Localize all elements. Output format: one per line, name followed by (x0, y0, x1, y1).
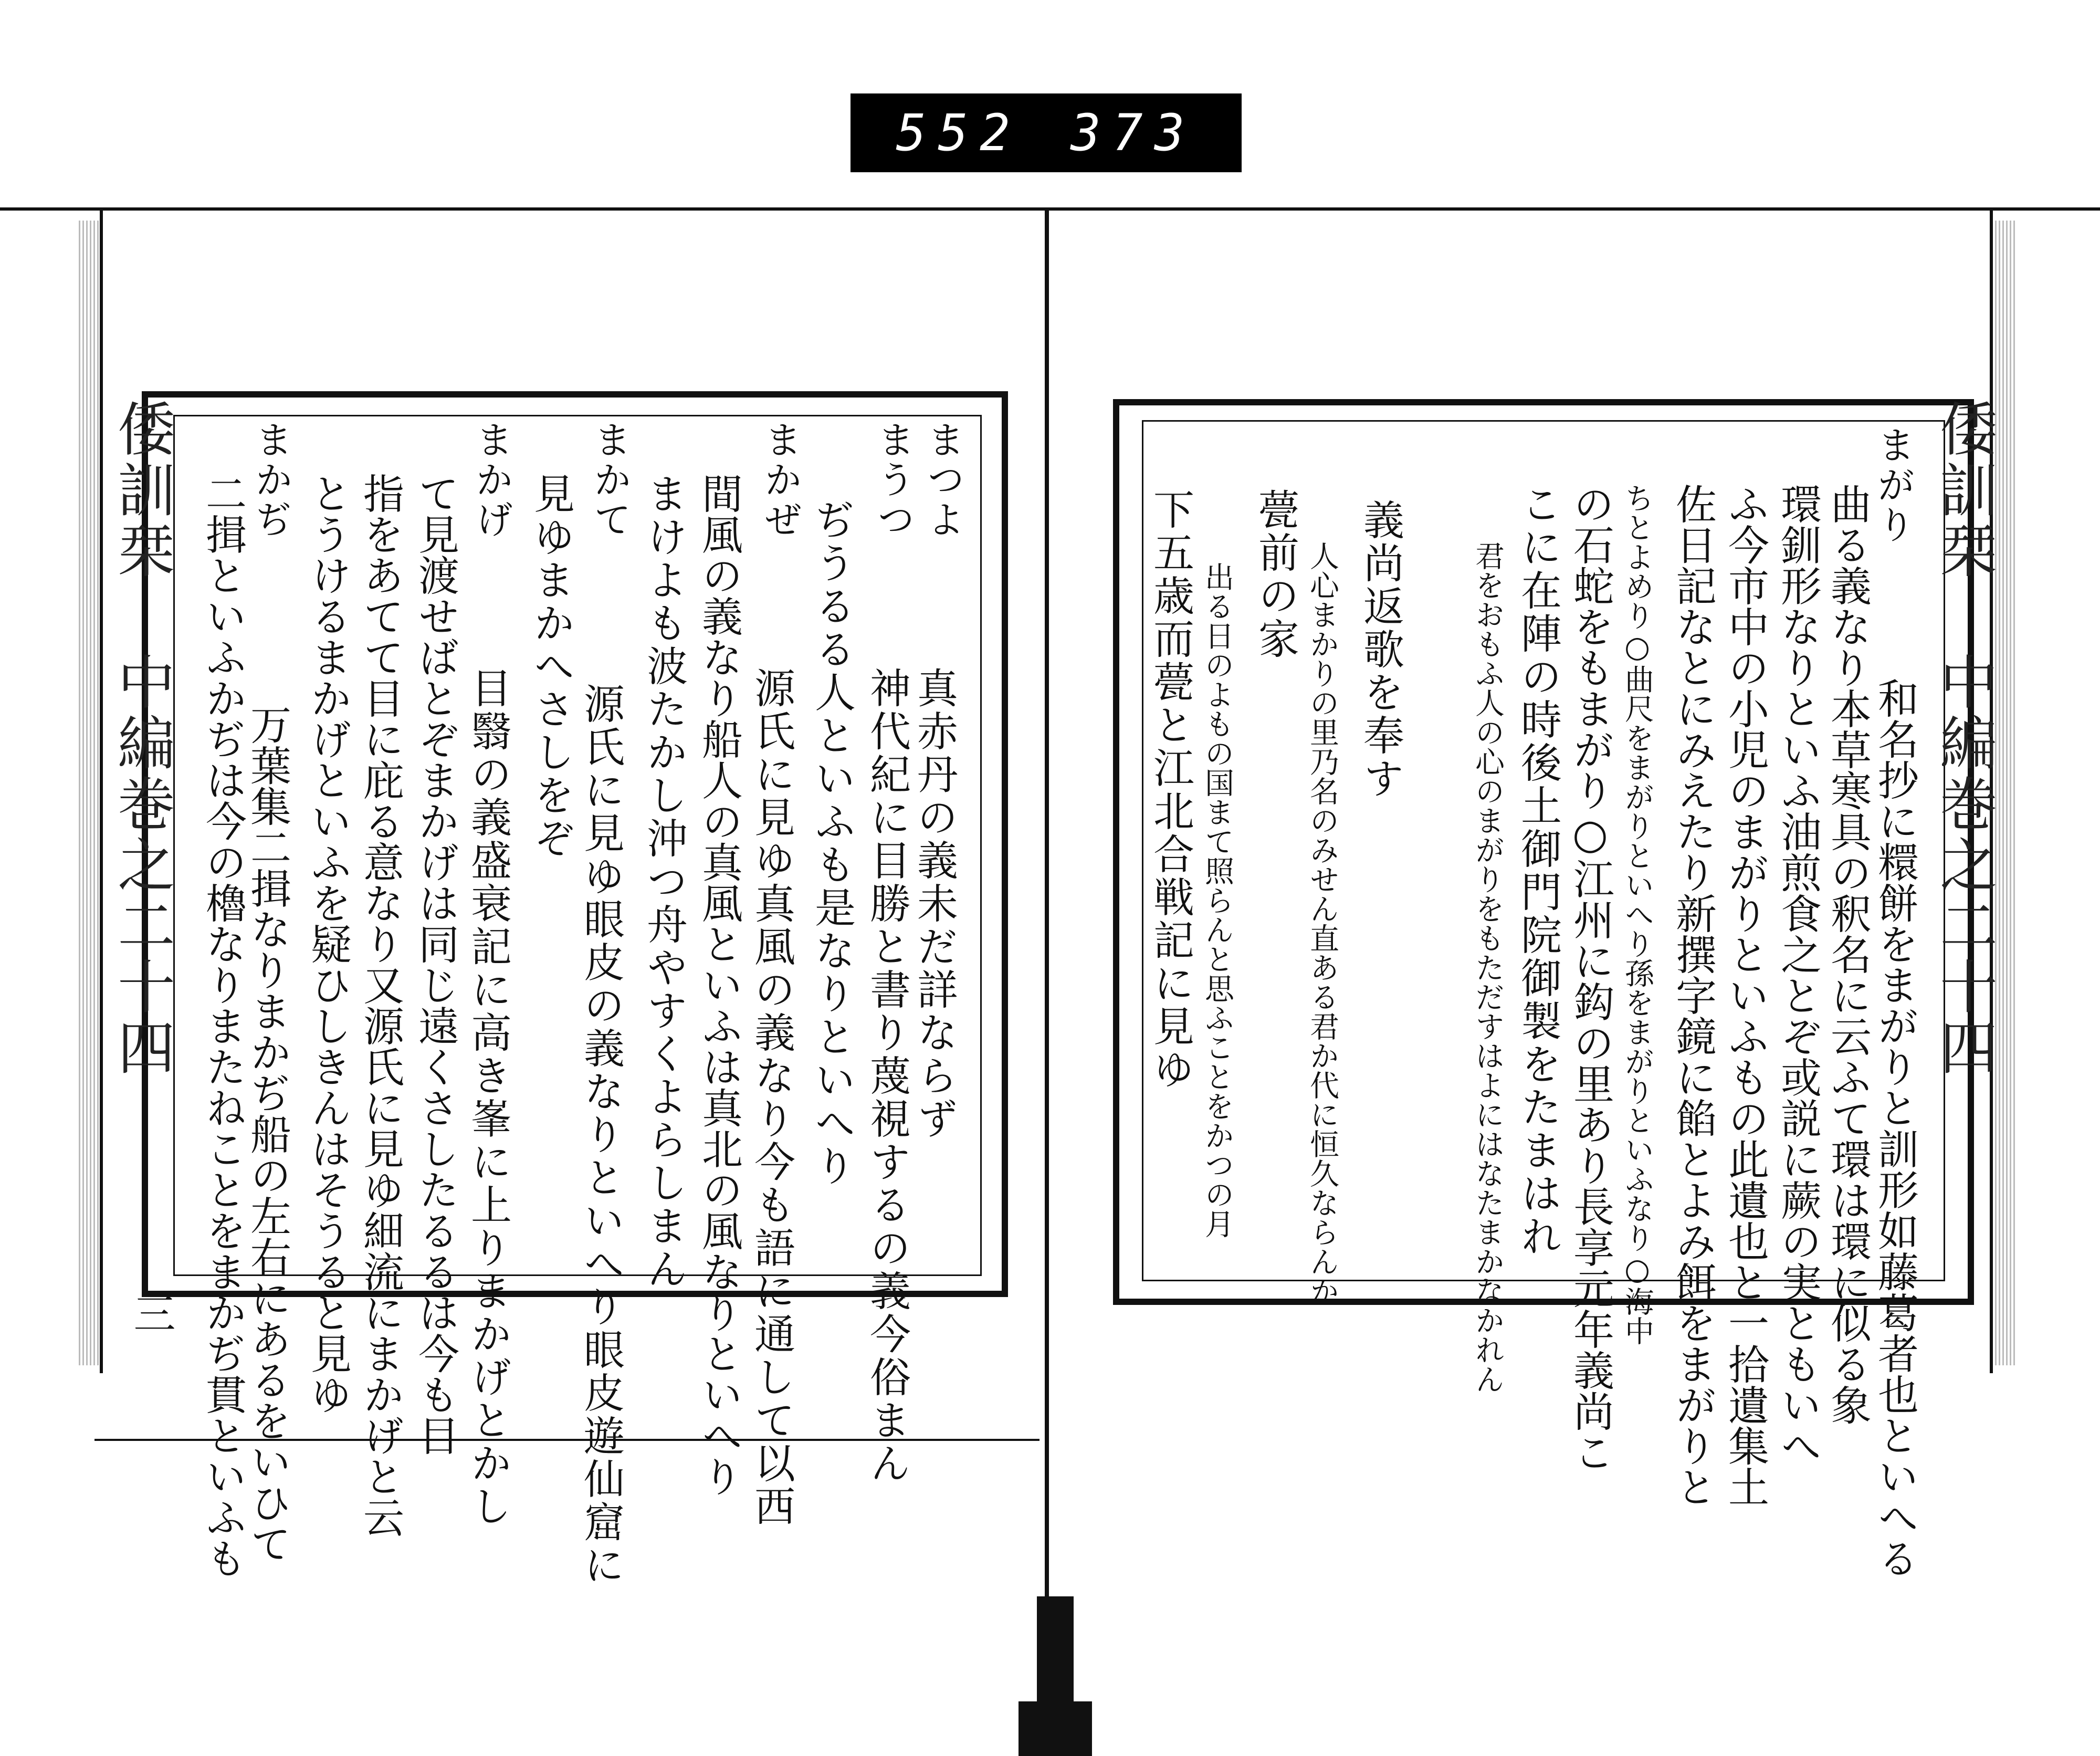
archive-label (850, 93, 1242, 172)
archive-label-left: 552 (896, 103, 1022, 162)
text-column-head: まかぢ (249, 420, 293, 540)
text-column: ちとよめり○曲尺をまがりといへり孫をまがりといふなり○海中 (1620, 483, 1654, 1345)
text-column: 目翳の義盛衰記に高き峯に上りまかげとかし (464, 667, 511, 1528)
text-column: て見渡せばとぞまかげは同じ遠くさしたるるは今も目 (412, 473, 459, 1456)
text-column: 君をおもふ人の心のまがりをもただすはよにはなたまかなかれん (1471, 541, 1505, 1394)
text-column: 指をあてて目に庇る意なり又源氏に見ゆ細流にまかげと云 (356, 473, 404, 1538)
book-spine-line (1045, 207, 1049, 1599)
text-column: 佐日記なとにみえたり新撰字鏡に餡とよみ餌をまがりと (1669, 483, 1716, 1507)
text-column: 見ゆまかへさしをぞ (527, 473, 574, 860)
text-column: 義尚返歌を奉す (1357, 499, 1404, 800)
book-top-edge (0, 207, 2100, 211)
text-column: 人心まかりの里乃名のみせん直ある君か代に恒久ならんか (1305, 541, 1339, 1305)
text-column: 神代紀に目勝と書り蔑視するの義今俗まん (863, 667, 910, 1485)
text-column-head: まうつ (871, 420, 915, 540)
text-column: まけよも波たかし沖つ舟やすくよらしまん (640, 473, 687, 1291)
text-column: ふ今市中の小児のまがりといふもの此遺也と一拾遺集土 (1721, 483, 1769, 1507)
text-column-head: まつよ (921, 420, 965, 540)
text-column-head: まかて (587, 420, 632, 540)
text-column: 間風の義なり船人の真風といふは真北の風なりといへり (695, 473, 742, 1497)
text-column: 下五歳而甍と江北合戦記に見ゆ (1147, 488, 1194, 1091)
text-column: 甍前の家 (1252, 488, 1299, 661)
text-column: とうけるまかげといふを疑ひしきんはそうると見ゆ (304, 473, 351, 1415)
text-column: 真赤丹の義未だ詳ならず (910, 667, 958, 1141)
text-column: 曲る義なり本草寒具の釈名に云ふて環は環に似る象 (1824, 483, 1871, 1425)
text-column: の石蛇をもまがり○江州に鈎の里あり長享元年義尚こ (1567, 483, 1614, 1472)
left-page-edge (100, 207, 103, 1373)
text-column: 二揖といふかぢは今の櫓なりまたねことをまかぢ貫といふも (199, 473, 246, 1579)
margin-title: 倭訓栞 中編巻之二十四 (108, 399, 175, 1079)
page-number: 三 (127, 1292, 175, 1334)
text-column: こに在陣の時後土御門院御製をたまはれ (1514, 483, 1561, 1258)
text-column-head: まがり (1871, 425, 1915, 545)
left-page-stack (79, 221, 100, 1365)
text-column: 源氏に見ゆ眼皮の義なりといへり眼皮遊仙窟に (577, 683, 624, 1587)
text-column-head: まかげ (469, 420, 513, 540)
text-column: 万葉集二揖なりまかぢ船の左右にあるをいひて (244, 704, 291, 1564)
right-margin-title: 倭訓栞 中編巻之二十四 (1930, 399, 1998, 1079)
text-column-head: まかぜ (758, 420, 802, 540)
text-column: 環釧形なりといふ油煎食之とぞ或説に蕨の実ともいへ (1774, 483, 1821, 1466)
text-column: ぢうるる人といふも是なりといへり (808, 499, 855, 1188)
text-column: 源氏に見ゆ真風の義なり今も語に通して以西 (748, 667, 795, 1528)
text-column: 和名抄に糫餅をまがりと訓形如藤葛者也といへる (1871, 677, 1918, 1579)
spine-base (1018, 1701, 1092, 1756)
archive-label-right: 373 (1070, 103, 1196, 162)
text-column: 出る日のよもの国まて照らんと思ふことをかつの月 (1200, 562, 1234, 1238)
